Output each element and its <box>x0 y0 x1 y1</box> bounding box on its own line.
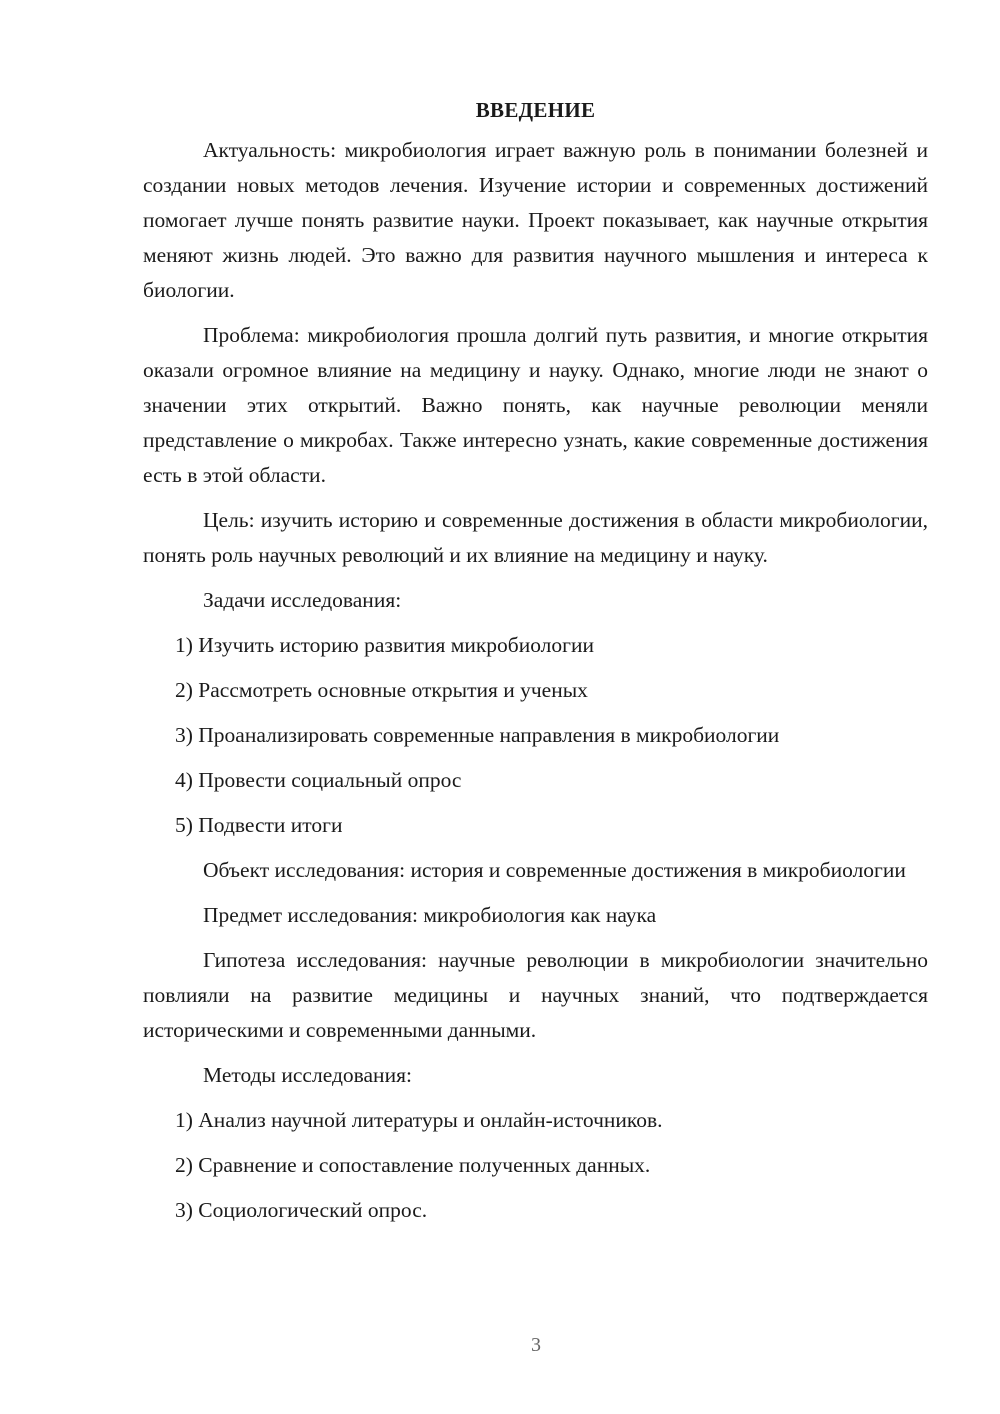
task-item: 2) Рассмотреть основные открытия и ученых <box>175 678 588 702</box>
section-title: ВВЕДЕНИЕ <box>475 98 596 122</box>
task-item: 4) Провести социальный опрос <box>175 768 462 792</box>
methods-heading: Методы исследования: <box>203 1063 412 1087</box>
relevance-paragraph: Актуальность: микробиология играет важную роль в понимании болезней и создании новых методов лечения. Изучение истории и современных достижений помогает лучше понять развитие науки. Проект показывает, как научные открытия меняют жизнь людей. Это важно для развития научного мышления и интереса к биологии. <box>143 138 928 302</box>
page-number: 3 <box>531 1334 541 1356</box>
method-item: 3) Социологический опрос. <box>175 1198 428 1222</box>
task-item: 3) Проанализировать современные направления в микробиологии <box>175 723 780 747</box>
tasks-heading: Задачи исследования: <box>203 588 402 612</box>
task-item: 1) Изучить историю развития микробиологии <box>175 633 594 657</box>
method-item: 1) Анализ научной литературы и онлайн-источников. <box>175 1108 663 1132</box>
task-item: 5) Подвести итоги <box>175 813 343 837</box>
object-paragraph: Объект исследования: история и современные достижения в микробиологии <box>203 858 906 882</box>
subject-line: Предмет исследования: микробиология как наука <box>203 903 657 927</box>
hypothesis-paragraph: Гипотеза исследования: научные революции в микробиологии значительно повлияли на развитие медицины и научных знаний, что подтверждается историческими и современными данными. <box>143 948 928 1042</box>
document-page <box>143 95 928 1238</box>
goal-paragraph: Цель: изучить историю и современные достижения в области микробиологии, понять роль научных революций и их влияние на медицину и науку. <box>143 508 928 567</box>
problem-paragraph: Проблема: микробиология прошла долгий путь развития, и многие открытия оказали огромное влияние на медицину и науку. Однако, многие люди не знают о значении этих открытий. Важно понять, как научные революции меняли представление о микробах. Также интересно узнать, какие современные достижения есть в этой области. <box>143 323 928 487</box>
method-item: 2) Сравнение и сопоставление полученных данных. <box>175 1153 651 1177</box>
